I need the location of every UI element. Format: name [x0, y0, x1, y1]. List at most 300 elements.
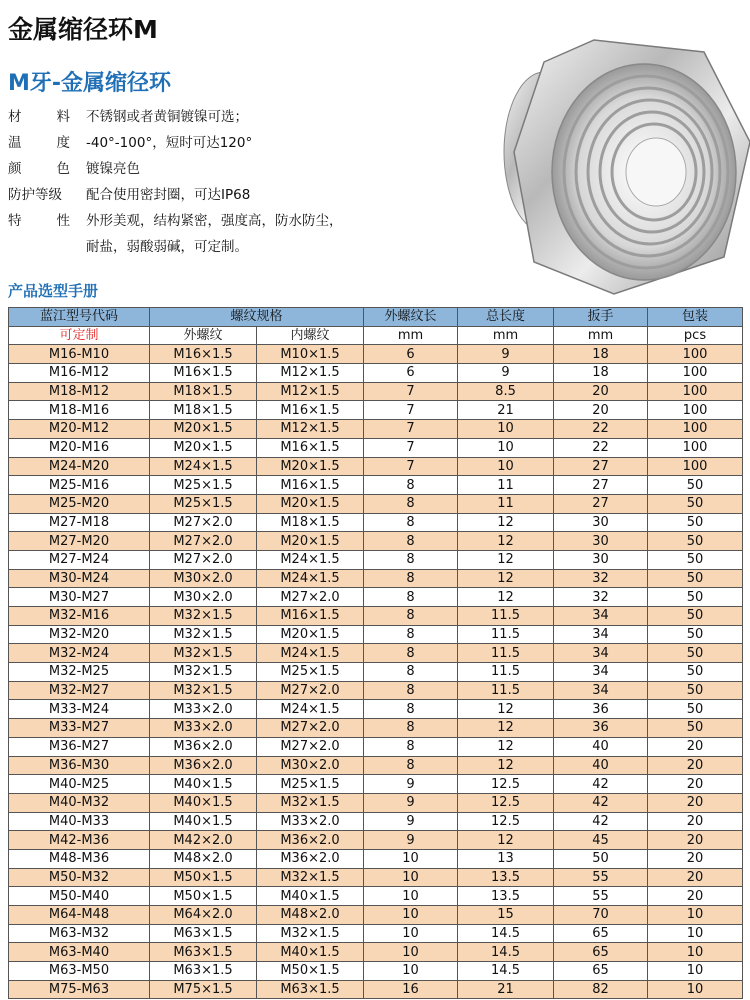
cell-total-length: 12 [458, 588, 554, 607]
cell-inner-thread: M20×1.5 [257, 494, 364, 513]
cell-total-length: 14.5 [458, 924, 554, 943]
cell-outer-thread: M50×1.5 [150, 868, 257, 887]
cell-wrench-size: 27 [554, 457, 648, 476]
page-title: 金属缩径环M [8, 15, 158, 44]
table-row [9, 906, 743, 925]
cell-model-code: M40-M25 [9, 775, 150, 794]
cell-total-length: 12 [458, 513, 554, 532]
cell-wrench-size: 34 [554, 681, 648, 700]
cell-pack-qty: 20 [648, 775, 743, 794]
cell-inner-thread: M32×1.5 [257, 793, 364, 812]
cell-outer-thread: M40×1.5 [150, 812, 257, 831]
table-row [9, 513, 743, 532]
cell-total-length: 12.5 [458, 775, 554, 794]
cell-inner-thread: M32×1.5 [257, 868, 364, 887]
cell-model-code: M40-M32 [9, 793, 150, 812]
cell-outer-thread: M32×1.5 [150, 644, 257, 663]
table-row [9, 793, 743, 812]
cell-outer-thread: M25×1.5 [150, 494, 257, 513]
cell-outer-thread-length: 8 [364, 569, 458, 588]
header-customizable: 可定制 [9, 326, 150, 345]
cell-pack-qty: 50 [648, 494, 743, 513]
cell-inner-thread: M27×2.0 [257, 719, 364, 738]
cell-outer-thread: M36×2.0 [150, 737, 257, 756]
cell-total-length: 13 [458, 849, 554, 868]
cell-inner-thread: M18×1.5 [257, 513, 364, 532]
cell-total-length: 14.5 [458, 962, 554, 981]
table-row [9, 849, 743, 868]
cell-total-length: 12.5 [458, 793, 554, 812]
spec-label: 特 性 [8, 213, 70, 229]
cell-outer-thread-length: 8 [364, 756, 458, 775]
cell-outer-thread-length: 6 [364, 345, 458, 364]
cell-pack-qty: 100 [648, 457, 743, 476]
cell-pack-qty: 10 [648, 924, 743, 943]
cell-model-code: M30-M24 [9, 569, 150, 588]
cell-pack-qty: 100 [648, 420, 743, 439]
cell-model-code: M27-M20 [9, 532, 150, 551]
cell-pack-qty: 100 [648, 364, 743, 383]
cell-model-code: M32-M16 [9, 607, 150, 626]
cell-inner-thread: M33×2.0 [257, 812, 364, 831]
cell-total-length: 10 [458, 457, 554, 476]
cell-total-length: 12 [458, 737, 554, 756]
cell-pack-qty: 20 [648, 831, 743, 850]
cell-pack-qty: 10 [648, 943, 743, 962]
table-row [9, 364, 743, 383]
table-row [9, 719, 743, 738]
cell-model-code: M20-M12 [9, 420, 150, 439]
cell-outer-thread: M20×1.5 [150, 420, 257, 439]
cell-outer-thread: M50×1.5 [150, 887, 257, 906]
cell-pack-qty: 50 [648, 700, 743, 719]
unit-mm: mm [458, 326, 554, 345]
cell-outer-thread: M27×2.0 [150, 550, 257, 569]
cell-outer-thread-length: 6 [364, 364, 458, 383]
cell-wrench-size: 40 [554, 756, 648, 775]
table-body [9, 345, 743, 999]
cell-inner-thread: M24×1.5 [257, 700, 364, 719]
cell-inner-thread: M36×2.0 [257, 849, 364, 868]
spec-label: 温 度 [8, 135, 70, 151]
cell-wrench-size: 82 [554, 980, 648, 999]
cell-inner-thread: M30×2.0 [257, 756, 364, 775]
cell-outer-thread-length: 9 [364, 775, 458, 794]
cell-inner-thread: M20×1.5 [257, 625, 364, 644]
cell-pack-qty: 50 [648, 607, 743, 626]
cell-inner-thread: M20×1.5 [257, 457, 364, 476]
cell-pack-qty: 20 [648, 849, 743, 868]
cell-wrench-size: 50 [554, 849, 648, 868]
cell-total-length: 12.5 [458, 812, 554, 831]
cell-inner-thread: M40×1.5 [257, 943, 364, 962]
table-row [9, 625, 743, 644]
cell-total-length: 10 [458, 438, 554, 457]
table-row [9, 681, 743, 700]
cell-inner-thread: M12×1.5 [257, 420, 364, 439]
cell-total-length: 11.5 [458, 663, 554, 682]
cell-outer-thread-length: 8 [364, 588, 458, 607]
cell-outer-thread-length: 8 [364, 644, 458, 663]
cell-pack-qty: 10 [648, 962, 743, 981]
cell-pack-qty: 50 [648, 569, 743, 588]
cell-inner-thread: M32×1.5 [257, 924, 364, 943]
section-title: 产品选型手册 [8, 282, 99, 300]
cell-model-code: M48-M36 [9, 849, 150, 868]
cell-model-code: M32-M20 [9, 625, 150, 644]
spec-row-color [8, 156, 478, 182]
cell-model-code: M33-M27 [9, 719, 150, 738]
cell-pack-qty: 10 [648, 906, 743, 925]
cell-model-code: M20-M16 [9, 438, 150, 457]
cell-outer-thread-length: 7 [364, 401, 458, 420]
cell-model-code: M63-M32 [9, 924, 150, 943]
cell-pack-qty: 20 [648, 737, 743, 756]
cell-inner-thread: M12×1.5 [257, 364, 364, 383]
table-row [9, 980, 743, 999]
table-subheader-row [9, 326, 743, 345]
spec-row-temperature [8, 130, 478, 156]
cell-outer-thread-length: 7 [364, 420, 458, 439]
cell-model-code: M36-M30 [9, 756, 150, 775]
spec-value: 外形美观，结构紧密，强度高，防水防尘， [86, 213, 343, 229]
cell-outer-thread-length: 8 [364, 737, 458, 756]
cell-model-code: M27-M24 [9, 550, 150, 569]
cell-wrench-size: 65 [554, 962, 648, 981]
cell-pack-qty: 100 [648, 438, 743, 457]
cell-inner-thread: M24×1.5 [257, 644, 364, 663]
cell-outer-thread: M33×2.0 [150, 700, 257, 719]
cell-outer-thread: M63×1.5 [150, 962, 257, 981]
table-row [9, 457, 743, 476]
page-subtitle: M牙-金属缩径环 [8, 71, 172, 96]
table-row [9, 943, 743, 962]
cell-inner-thread: M48×2.0 [257, 906, 364, 925]
cell-pack-qty: 50 [648, 644, 743, 663]
cell-model-code: M36-M27 [9, 737, 150, 756]
cell-wrench-size: 55 [554, 887, 648, 906]
cell-pack-qty: 20 [648, 887, 743, 906]
cell-pack-qty: 50 [648, 513, 743, 532]
spec-value: -40°-100°，短时可达120° [86, 135, 253, 151]
cell-wrench-size: 34 [554, 607, 648, 626]
cell-inner-thread: M16×1.5 [257, 476, 364, 495]
cell-total-length: 15 [458, 906, 554, 925]
cell-pack-qty: 50 [648, 625, 743, 644]
cell-outer-thread-length: 8 [364, 607, 458, 626]
cell-wrench-size: 45 [554, 831, 648, 850]
cell-outer-thread-length: 10 [364, 887, 458, 906]
cell-wrench-size: 34 [554, 625, 648, 644]
cell-total-length: 12 [458, 719, 554, 738]
cell-pack-qty: 20 [648, 793, 743, 812]
header-outer-thread: 外螺纹 [150, 326, 257, 345]
cell-total-length: 12 [458, 831, 554, 850]
cell-outer-thread: M20×1.5 [150, 438, 257, 457]
table-row [9, 663, 743, 682]
cell-total-length: 13.5 [458, 868, 554, 887]
spec-label: 颜 色 [8, 161, 70, 177]
cell-outer-thread-length: 7 [364, 382, 458, 401]
cell-wrench-size: 30 [554, 513, 648, 532]
header-model: 蓝江型号代码 [9, 308, 150, 327]
cell-total-length: 21 [458, 980, 554, 999]
cell-outer-thread: M48×2.0 [150, 849, 257, 868]
spec-label: 材 料 [8, 109, 70, 125]
cell-inner-thread: M50×1.5 [257, 962, 364, 981]
unit-pcs: pcs [648, 326, 743, 345]
cell-inner-thread: M16×1.5 [257, 401, 364, 420]
cell-outer-thread-length: 7 [364, 457, 458, 476]
cell-total-length: 13.5 [458, 887, 554, 906]
table-row [9, 588, 743, 607]
cell-outer-thread-length: 10 [364, 943, 458, 962]
cell-pack-qty: 10 [648, 980, 743, 999]
cell-outer-thread-length: 8 [364, 494, 458, 513]
cell-inner-thread: M20×1.5 [257, 532, 364, 551]
cell-wrench-size: 34 [554, 663, 648, 682]
table-row [9, 868, 743, 887]
table-row [9, 382, 743, 401]
cell-inner-thread: M16×1.5 [257, 607, 364, 626]
header-thread-spec: 螺纹规格 [150, 308, 364, 327]
cell-total-length: 12 [458, 569, 554, 588]
cell-model-code: M16-M10 [9, 345, 150, 364]
cell-pack-qty: 50 [648, 719, 743, 738]
cell-outer-thread: M16×1.5 [150, 345, 257, 364]
cell-pack-qty: 20 [648, 868, 743, 887]
cell-total-length: 10 [458, 420, 554, 439]
cell-pack-qty: 100 [648, 401, 743, 420]
unit-mm: mm [364, 326, 458, 345]
cell-outer-thread-length: 8 [364, 663, 458, 682]
cell-wrench-size: 65 [554, 943, 648, 962]
cell-wrench-size: 30 [554, 550, 648, 569]
cell-model-code: M25-M16 [9, 476, 150, 495]
spec-row-protection [8, 182, 478, 208]
table-row [9, 812, 743, 831]
cell-outer-thread-length: 8 [364, 513, 458, 532]
cell-model-code: M63-M40 [9, 943, 150, 962]
cell-outer-thread: M75×1.5 [150, 980, 257, 999]
cell-model-code: M64-M48 [9, 906, 150, 925]
cell-pack-qty: 20 [648, 756, 743, 775]
cell-outer-thread: M27×2.0 [150, 513, 257, 532]
cell-model-code: M27-M18 [9, 513, 150, 532]
cell-inner-thread: M27×2.0 [257, 737, 364, 756]
spec-row-material [8, 104, 478, 130]
cell-model-code: M33-M24 [9, 700, 150, 719]
cell-pack-qty: 50 [648, 588, 743, 607]
table-row [9, 644, 743, 663]
spec-value: 镀镍亮色 [86, 161, 140, 177]
cell-outer-thread-length: 10 [364, 849, 458, 868]
cell-outer-thread-length: 10 [364, 868, 458, 887]
cell-wrench-size: 36 [554, 719, 648, 738]
spec-continuation: 耐盐，弱酸弱碱，可定制。 [86, 239, 248, 255]
cell-pack-qty: 50 [648, 532, 743, 551]
table-row [9, 700, 743, 719]
table-row [9, 962, 743, 981]
unit-mm: mm [554, 326, 648, 345]
cell-outer-thread: M32×1.5 [150, 681, 257, 700]
cell-pack-qty: 20 [648, 812, 743, 831]
cell-outer-thread: M16×1.5 [150, 364, 257, 383]
cell-wrench-size: 22 [554, 438, 648, 457]
cell-model-code: M40-M33 [9, 812, 150, 831]
cell-total-length: 9 [458, 345, 554, 364]
cell-wrench-size: 20 [554, 382, 648, 401]
cell-outer-thread: M64×2.0 [150, 906, 257, 925]
cell-outer-thread: M63×1.5 [150, 924, 257, 943]
table-row [9, 924, 743, 943]
cell-wrench-size: 20 [554, 401, 648, 420]
cell-outer-thread-length: 8 [364, 625, 458, 644]
cell-outer-thread: M42×2.0 [150, 831, 257, 850]
cell-outer-thread-length: 8 [364, 532, 458, 551]
cell-outer-thread-length: 8 [364, 719, 458, 738]
cell-model-code: M25-M20 [9, 494, 150, 513]
cell-model-code: M30-M27 [9, 588, 150, 607]
header-outer-length: 外螺纹长 [364, 308, 458, 327]
table-row [9, 420, 743, 439]
spec-list [8, 104, 478, 260]
cell-wrench-size: 42 [554, 775, 648, 794]
table-row [9, 550, 743, 569]
cell-total-length: 12 [458, 756, 554, 775]
metal-reducer-ring-icon [474, 32, 750, 300]
cell-model-code: M16-M12 [9, 364, 150, 383]
cell-total-length: 14.5 [458, 943, 554, 962]
cell-outer-thread: M32×1.5 [150, 607, 257, 626]
cell-outer-thread: M40×1.5 [150, 775, 257, 794]
spec-row-features [8, 208, 478, 234]
cell-model-code: M32-M24 [9, 644, 150, 663]
cell-outer-thread-length: 8 [364, 700, 458, 719]
cell-inner-thread: M27×2.0 [257, 681, 364, 700]
cell-pack-qty: 100 [648, 382, 743, 401]
cell-model-code: M18-M12 [9, 382, 150, 401]
cell-outer-thread: M25×1.5 [150, 476, 257, 495]
header-pack: 包装 [648, 308, 743, 327]
spec-value: 配合使用密封圈，可达IP68 [86, 187, 251, 203]
cell-outer-thread-length: 16 [364, 980, 458, 999]
cell-outer-thread-length: 9 [364, 793, 458, 812]
cell-total-length: 11.5 [458, 625, 554, 644]
cell-inner-thread: M12×1.5 [257, 382, 364, 401]
cell-inner-thread: M40×1.5 [257, 887, 364, 906]
header-inner-thread: 内螺纹 [257, 326, 364, 345]
cell-total-length: 12 [458, 532, 554, 551]
cell-outer-thread: M32×1.5 [150, 625, 257, 644]
cell-inner-thread: M36×2.0 [257, 831, 364, 850]
cell-outer-thread: M33×2.0 [150, 719, 257, 738]
cell-wrench-size: 42 [554, 793, 648, 812]
cell-outer-thread-length: 9 [364, 812, 458, 831]
cell-total-length: 21 [458, 401, 554, 420]
cell-wrench-size: 18 [554, 364, 648, 383]
cell-outer-thread: M30×2.0 [150, 569, 257, 588]
table-row [9, 476, 743, 495]
cell-inner-thread: M24×1.5 [257, 569, 364, 588]
cell-pack-qty: 50 [648, 681, 743, 700]
selection-table [8, 307, 743, 999]
table-row [9, 438, 743, 457]
cell-outer-thread-length: 9 [364, 831, 458, 850]
cell-wrench-size: 27 [554, 494, 648, 513]
cell-inner-thread: M25×1.5 [257, 663, 364, 682]
cell-model-code: M32-M27 [9, 681, 150, 700]
cell-inner-thread: M25×1.5 [257, 775, 364, 794]
cell-outer-thread-length: 8 [364, 550, 458, 569]
cell-outer-thread-length: 8 [364, 681, 458, 700]
cell-inner-thread: M16×1.5 [257, 438, 364, 457]
cell-total-length: 8.5 [458, 382, 554, 401]
cell-model-code: M18-M16 [9, 401, 150, 420]
cell-wrench-size: 42 [554, 812, 648, 831]
cell-outer-thread-length: 8 [364, 476, 458, 495]
cell-wrench-size: 32 [554, 569, 648, 588]
cell-wrench-size: 27 [554, 476, 648, 495]
table-row [9, 887, 743, 906]
cell-total-length: 12 [458, 700, 554, 719]
table-row [9, 345, 743, 364]
cell-total-length: 11 [458, 476, 554, 495]
cell-model-code: M32-M25 [9, 663, 150, 682]
table-row [9, 607, 743, 626]
cell-inner-thread: M63×1.5 [257, 980, 364, 999]
cell-pack-qty: 50 [648, 476, 743, 495]
table-header-row [9, 308, 743, 327]
cell-outer-thread: M27×2.0 [150, 532, 257, 551]
cell-total-length: 11 [458, 494, 554, 513]
table-row [9, 775, 743, 794]
cell-wrench-size: 36 [554, 700, 648, 719]
cell-model-code: M24-M20 [9, 457, 150, 476]
cell-total-length: 9 [458, 364, 554, 383]
cell-total-length: 12 [458, 550, 554, 569]
table-row [9, 569, 743, 588]
table-row [9, 756, 743, 775]
cell-model-code: M42-M36 [9, 831, 150, 850]
cell-wrench-size: 18 [554, 345, 648, 364]
cell-wrench-size: 40 [554, 737, 648, 756]
table-row [9, 494, 743, 513]
cell-wrench-size: 65 [554, 924, 648, 943]
cell-outer-thread: M18×1.5 [150, 382, 257, 401]
table-row [9, 532, 743, 551]
cell-outer-thread: M18×1.5 [150, 401, 257, 420]
cell-outer-thread: M40×1.5 [150, 793, 257, 812]
cell-pack-qty: 50 [648, 550, 743, 569]
cell-outer-thread-length: 10 [364, 906, 458, 925]
cell-inner-thread: M27×2.0 [257, 588, 364, 607]
table-row [9, 401, 743, 420]
header-total-length: 总长度 [458, 308, 554, 327]
cell-outer-thread: M24×1.5 [150, 457, 257, 476]
cell-wrench-size: 32 [554, 588, 648, 607]
cell-wrench-size: 22 [554, 420, 648, 439]
header-wrench: 扳手 [554, 308, 648, 327]
cell-total-length: 11.5 [458, 681, 554, 700]
cell-outer-thread: M30×2.0 [150, 588, 257, 607]
table-row [9, 737, 743, 756]
cell-wrench-size: 55 [554, 868, 648, 887]
cell-total-length: 11.5 [458, 644, 554, 663]
cell-total-length: 11.5 [458, 607, 554, 626]
cell-outer-thread: M32×1.5 [150, 663, 257, 682]
cell-model-code: M50-M40 [9, 887, 150, 906]
